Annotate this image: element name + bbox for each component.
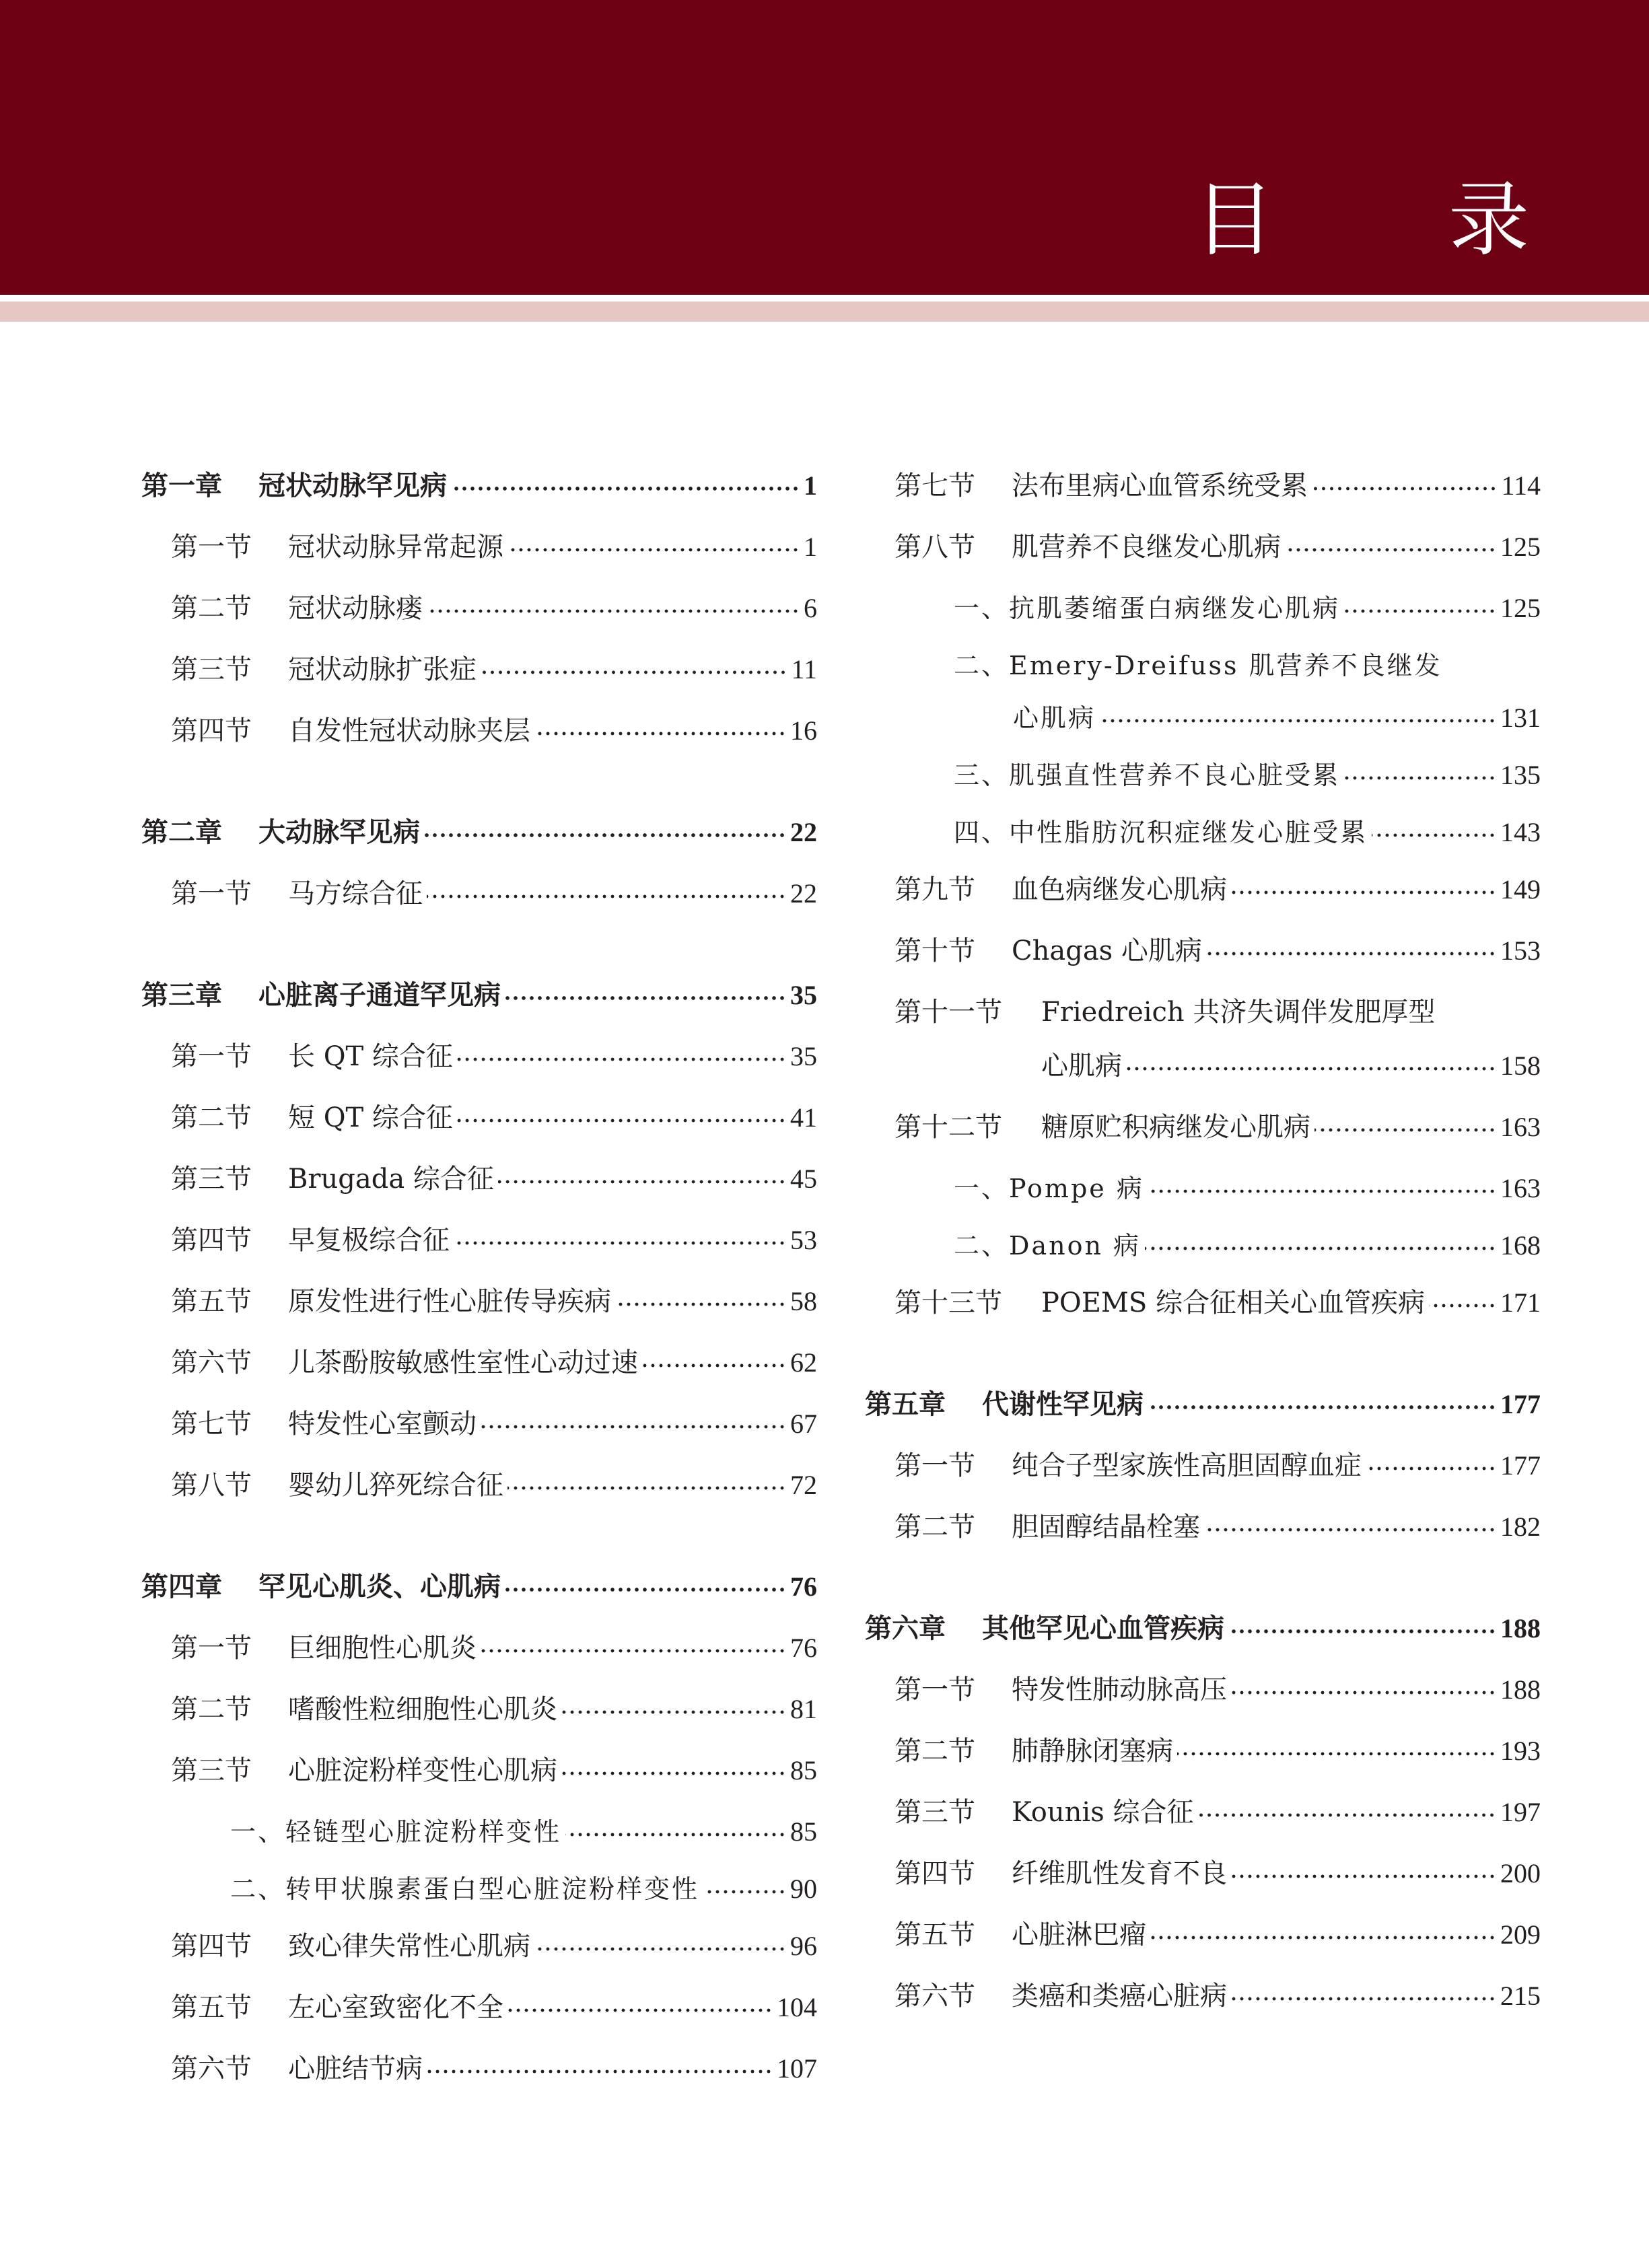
toc-entry-title: 四、中性脂肪沉积症继发心脏受累 bbox=[954, 818, 1368, 847]
toc-entry-label: 第一节 bbox=[894, 1450, 975, 1481]
toc-page-number: 125 bbox=[1500, 532, 1541, 562]
toc-entry-title: Chagas 心肌病 bbox=[1012, 935, 1202, 966]
toc-entry-title: 短 QT 综合征 bbox=[288, 1102, 453, 1133]
toc-entry-label: 第十一节 bbox=[894, 997, 1002, 1028]
toc-entry-label: 第一节 bbox=[171, 878, 252, 909]
toc-entry-label: 第一节 bbox=[171, 532, 252, 563]
toc-section-entry[interactable] bbox=[141, 1986, 817, 2047]
dot-leader bbox=[481, 1646, 786, 1656]
toc-entry-title: 致心律失常性心肌病 bbox=[288, 1931, 530, 1962]
header-stripe bbox=[0, 302, 1649, 322]
dot-leader bbox=[1145, 1244, 1496, 1253]
toc-entry-label: 第二节 bbox=[171, 1694, 252, 1725]
toc-section-entry[interactable] bbox=[865, 991, 1541, 1044]
toc-entry-label: 第六节 bbox=[171, 1347, 252, 1378]
dot-leader bbox=[457, 1055, 786, 1064]
dot-leader bbox=[1197, 1810, 1496, 1820]
toc-entry-label: 第五节 bbox=[894, 1919, 975, 1950]
toc-section-entry[interactable] bbox=[865, 1668, 1541, 1730]
toc-section-entry[interactable] bbox=[865, 868, 1541, 929]
toc-page-number: 163 bbox=[1500, 1173, 1541, 1203]
toc-entry-title: 长 QT 综合征 bbox=[288, 1041, 453, 1072]
header-divider bbox=[0, 295, 1649, 302]
toc-entry-title: 纯合子型家族性高胆固醇血症 bbox=[1012, 1450, 1362, 1481]
toc-subitem-entry[interactable] bbox=[865, 811, 1541, 868]
toc-chapter-entry[interactable] bbox=[865, 1383, 1541, 1444]
dot-leader bbox=[1148, 1186, 1496, 1196]
toc-page-number: 58 bbox=[790, 1286, 817, 1316]
toc-entry-label: 第三章 bbox=[141, 980, 222, 1011]
toc-page-number: 177 bbox=[1500, 1450, 1541, 1481]
toc-page-number: 197 bbox=[1500, 1797, 1541, 1827]
dot-leader bbox=[1148, 1403, 1496, 1412]
toc-subitem-entry[interactable] bbox=[865, 644, 1541, 697]
header-banner bbox=[0, 0, 1649, 295]
toc-entry-label: 第七节 bbox=[894, 470, 975, 501]
toc-entry-title: 纤维肌性发育不良 bbox=[1012, 1858, 1227, 1889]
dot-leader bbox=[427, 2067, 773, 2076]
toc-entry-label: 第八节 bbox=[171, 1470, 252, 1501]
toc-entry-title: 二、转甲状腺素蛋白型心脏淀粉样变性 bbox=[230, 1874, 700, 1904]
dot-leader bbox=[1100, 716, 1496, 725]
toc-entry-title: 罕见心肌炎、心肌病 bbox=[258, 1571, 501, 1602]
toc-page-number: 85 bbox=[790, 1816, 817, 1847]
toc-section-entry[interactable] bbox=[141, 1280, 817, 1341]
toc-section-entry[interactable] bbox=[865, 526, 1541, 587]
toc-entry-title: 其他罕见心血管疾病 bbox=[982, 1613, 1224, 1644]
toc-section-entry[interactable] bbox=[865, 929, 1541, 991]
dot-leader bbox=[1344, 606, 1496, 616]
toc-page-number: 76 bbox=[790, 1571, 817, 1602]
toc-entry-title: Friedreich 共济失调伴发肥厚型 bbox=[1041, 997, 1436, 1028]
toc-entry-title: 嗜酸性粒细胞性心肌炎 bbox=[288, 1694, 557, 1725]
toc-section-entry[interactable] bbox=[141, 1035, 817, 1096]
toc-page-number: 200 bbox=[1500, 1858, 1541, 1888]
toc-page-number: 143 bbox=[1500, 817, 1541, 847]
toc-page-number: 104 bbox=[777, 1992, 817, 2022]
toc-entry-title: 一、抗肌萎缩蛋白病继发心肌病 bbox=[954, 594, 1341, 623]
toc-entry-title: 代谢性罕见病 bbox=[982, 1389, 1144, 1420]
toc-section-entry[interactable] bbox=[865, 1791, 1541, 1852]
toc-entry-title: 一、Pompe 病 bbox=[954, 1174, 1144, 1203]
dot-leader bbox=[498, 1177, 786, 1186]
toc-entry-title: 左心室致密化不全 bbox=[288, 1992, 503, 2023]
toc-entry-title: 原发性进行性心脏传导疾病 bbox=[288, 1286, 611, 1317]
toc-section-entry[interactable] bbox=[141, 1688, 817, 1749]
toc-section-entry[interactable] bbox=[865, 1044, 1541, 1106]
toc-entry-title: 糖原贮积病继发心肌病 bbox=[1041, 1112, 1310, 1143]
toc-chapter-entry[interactable] bbox=[141, 1565, 817, 1627]
toc-section-entry[interactable] bbox=[865, 1444, 1541, 1505]
toc-section-entry[interactable] bbox=[865, 1281, 1541, 1343]
toc-section-entry[interactable] bbox=[865, 1913, 1541, 1975]
dot-leader bbox=[1366, 1464, 1496, 1473]
toc-entry-title: 大动脉罕见病 bbox=[258, 817, 420, 848]
toc-entry-label: 第六章 bbox=[865, 1613, 946, 1644]
toc-entry-label: 第四节 bbox=[171, 1931, 252, 1962]
toc-entry-label: 第六节 bbox=[894, 1981, 975, 2012]
toc-entry-title: Brugada 综合征 bbox=[288, 1164, 494, 1195]
toc-entry-label: 第二节 bbox=[894, 1736, 975, 1767]
toc-page-number: 76 bbox=[790, 1633, 817, 1663]
toc-page-number: 135 bbox=[1500, 760, 1541, 790]
toc-entry-title: 冠状动脉罕见病 bbox=[258, 470, 447, 501]
dot-leader bbox=[1228, 1627, 1496, 1636]
toc-section-entry[interactable] bbox=[141, 526, 817, 587]
toc-spacer bbox=[141, 1525, 817, 1565]
toc-entry-title: 婴幼儿猝死综合征 bbox=[288, 1470, 503, 1501]
dot-leader bbox=[424, 830, 786, 840]
toc-section-entry[interactable] bbox=[865, 1975, 1541, 2036]
toc-entry-label: 第一节 bbox=[171, 1041, 252, 1072]
toc-page-number: 6 bbox=[804, 593, 817, 623]
toc-subitem-entry[interactable] bbox=[865, 1224, 1541, 1281]
toc-page-number: 35 bbox=[790, 980, 817, 1010]
toc-page-number: 53 bbox=[790, 1225, 817, 1255]
toc-entry-title: 心脏淋巴瘤 bbox=[1012, 1919, 1146, 1950]
toc-entry-title: 心肌病 bbox=[1013, 703, 1096, 733]
toc-page-number: 1 bbox=[804, 532, 817, 562]
toc-entry-label: 第五节 bbox=[171, 1992, 252, 2023]
dot-leader bbox=[534, 729, 786, 738]
toc-entry-title: 血色病继发心肌病 bbox=[1012, 874, 1227, 905]
toc-page-number: 188 bbox=[1500, 1613, 1541, 1643]
toc-entry-title: 马方综合征 bbox=[288, 878, 423, 909]
dot-leader bbox=[561, 1707, 786, 1717]
toc-entry-title: 心肌病 bbox=[1041, 1051, 1122, 1082]
dot-leader bbox=[1126, 1064, 1496, 1073]
toc-section-entry[interactable] bbox=[865, 464, 1541, 526]
toc-section-entry[interactable] bbox=[141, 1096, 817, 1158]
toc-page-number: 182 bbox=[1500, 1512, 1541, 1542]
toc-entry-label: 第二节 bbox=[171, 593, 252, 624]
toc-section-entry[interactable] bbox=[865, 1106, 1541, 1167]
dot-leader bbox=[1285, 545, 1496, 555]
toc-entry-title: POEMS 综合征相关心血管疾病 bbox=[1041, 1287, 1425, 1318]
toc-chapter-entry[interactable] bbox=[141, 811, 817, 872]
toc-spacer bbox=[141, 933, 817, 974]
toc-spacer bbox=[865, 1343, 1541, 1383]
toc-entry-title: 冠状动脉瘘 bbox=[288, 593, 423, 624]
toc-entry-title: 心脏离子通道罕见病 bbox=[258, 980, 501, 1011]
toc-entry-title: 肺静脉闭塞病 bbox=[1012, 1736, 1173, 1767]
toc-section-entry[interactable] bbox=[141, 1925, 817, 1986]
toc-section-entry[interactable] bbox=[141, 1403, 817, 1464]
toc-left-column bbox=[141, 464, 817, 2108]
toc-section-entry[interactable] bbox=[865, 1730, 1541, 1791]
toc-subitem-entry[interactable] bbox=[865, 587, 1541, 644]
toc-entry-title: 特发性肺动脉高压 bbox=[1012, 1674, 1227, 1705]
dot-leader bbox=[703, 1887, 786, 1897]
toc-page-number: 85 bbox=[790, 1755, 817, 1785]
toc-entry-label: 第三节 bbox=[171, 654, 252, 685]
dot-leader bbox=[1314, 1125, 1496, 1135]
toc-page-number: 35 bbox=[790, 1041, 817, 1071]
dot-leader bbox=[1372, 830, 1496, 840]
toc-page-number: 72 bbox=[790, 1470, 817, 1500]
toc-entry-label: 第二章 bbox=[141, 817, 222, 848]
toc-page-number: 90 bbox=[790, 1874, 817, 1904]
toc-page-number: 163 bbox=[1500, 1112, 1541, 1142]
dot-leader bbox=[1206, 949, 1496, 958]
dot-leader bbox=[642, 1361, 786, 1370]
toc-entry-title: 类癌和类癌心脏病 bbox=[1012, 1981, 1227, 2012]
toc-page-number: 1 bbox=[804, 470, 817, 501]
toc-entry-title: 一、轻链型心脏淀粉样变性 bbox=[230, 1817, 562, 1847]
toc-page-number: 215 bbox=[1500, 1981, 1541, 2011]
toc-entry-label: 第四节 bbox=[894, 1858, 975, 1889]
dot-leader bbox=[505, 1585, 786, 1594]
toc-subitem-entry[interactable] bbox=[865, 697, 1541, 754]
dot-leader bbox=[1231, 1872, 1496, 1881]
toc-entry-title: Kounis 综合征 bbox=[1012, 1797, 1194, 1828]
toc-chapter-entry[interactable] bbox=[141, 974, 817, 1035]
toc-entry-label: 第四章 bbox=[141, 1571, 222, 1602]
toc-page-number: 171 bbox=[1500, 1287, 1541, 1318]
toc-page-number: 67 bbox=[790, 1409, 817, 1439]
dot-leader bbox=[507, 545, 800, 555]
toc-entry-title: 三、肌强直性营养不良心脏受累 bbox=[954, 760, 1341, 790]
toc-entry-title: 二、Danon 病 bbox=[954, 1231, 1142, 1261]
dot-leader bbox=[451, 484, 800, 493]
page-title: 目 录 bbox=[1193, 174, 1603, 267]
dot-leader bbox=[1231, 1994, 1496, 2004]
toc-section-entry[interactable] bbox=[141, 587, 817, 648]
toc-entry-title: 心脏结节病 bbox=[288, 2053, 423, 2084]
dot-leader bbox=[1429, 1301, 1496, 1310]
dot-leader bbox=[1231, 1688, 1496, 1697]
toc-entry-title: 巨细胞性心肌炎 bbox=[288, 1633, 477, 1664]
toc-page-number: 16 bbox=[790, 715, 817, 746]
dot-leader bbox=[1344, 773, 1496, 783]
toc-section-entry[interactable] bbox=[141, 1341, 817, 1403]
toc-entry-label: 第五章 bbox=[865, 1389, 946, 1420]
toc-spacer bbox=[865, 1567, 1541, 1607]
toc-entry-label: 第一章 bbox=[141, 470, 222, 501]
toc-spacer bbox=[141, 771, 817, 811]
toc-page-number: 168 bbox=[1500, 1230, 1541, 1261]
toc-subitem-entry[interactable] bbox=[141, 1810, 817, 1868]
toc-entry-title: 心脏淀粉样变性心肌病 bbox=[288, 1755, 557, 1786]
dot-leader bbox=[481, 668, 787, 677]
toc-section-entry[interactable] bbox=[141, 872, 817, 933]
dot-leader bbox=[427, 606, 800, 616]
toc-chapter-entry[interactable] bbox=[865, 1607, 1541, 1668]
toc-entry-title: 儿茶酚胺敏感性室性心动过速 bbox=[288, 1347, 638, 1378]
toc-page-number: 62 bbox=[790, 1347, 817, 1378]
toc-page-number: 193 bbox=[1500, 1736, 1541, 1766]
dot-leader bbox=[565, 1830, 786, 1839]
toc-page-number: 41 bbox=[790, 1102, 817, 1133]
toc-entry-label: 第二节 bbox=[894, 1512, 975, 1543]
toc-page-number: 125 bbox=[1500, 593, 1541, 623]
toc-section-entry[interactable] bbox=[141, 1219, 817, 1280]
dot-leader bbox=[1204, 1525, 1496, 1534]
toc-entry-title: 冠状动脉异常起源 bbox=[288, 532, 503, 563]
toc-section-entry[interactable] bbox=[141, 648, 817, 709]
dot-leader bbox=[454, 1238, 786, 1248]
toc-page-number: 107 bbox=[777, 2053, 817, 2084]
toc-entry-label: 第十节 bbox=[894, 935, 975, 966]
toc-entry-title: 自发性冠状动脉夹层 bbox=[288, 715, 530, 746]
toc-entry-label: 第一节 bbox=[894, 1674, 975, 1705]
toc-entry-label: 第三节 bbox=[894, 1797, 975, 1828]
toc-section-entry[interactable] bbox=[141, 1464, 817, 1525]
toc-entry-title: 冠状动脉扩张症 bbox=[288, 654, 477, 685]
toc-entry-label: 第七节 bbox=[171, 1409, 252, 1440]
toc-entry-label: 第五节 bbox=[171, 1286, 252, 1317]
toc-subitem-entry[interactable] bbox=[865, 1167, 1541, 1224]
toc-section-entry[interactable] bbox=[141, 2047, 817, 2108]
toc-section-entry[interactable] bbox=[865, 1852, 1541, 1913]
toc-entry-label: 第九节 bbox=[894, 874, 975, 905]
toc-page-number: 131 bbox=[1500, 703, 1541, 733]
toc-entry-label: 第四节 bbox=[171, 715, 252, 746]
toc-entry-label: 第十二节 bbox=[894, 1112, 1002, 1143]
toc-entry-title: 特发性心室颤动 bbox=[288, 1409, 477, 1440]
toc-entry-label: 第一节 bbox=[171, 1633, 252, 1664]
toc-section-entry[interactable] bbox=[865, 1505, 1541, 1567]
toc-page-number: 96 bbox=[790, 1931, 817, 1961]
dot-leader bbox=[1150, 1933, 1496, 1942]
toc-page-number: 188 bbox=[1500, 1674, 1541, 1705]
toc-page-number: 22 bbox=[790, 878, 817, 909]
toc-page-number: 22 bbox=[790, 817, 817, 847]
toc-entry-title: 肌营养不良继发心肌病 bbox=[1012, 532, 1281, 563]
toc-page-number: 81 bbox=[790, 1694, 817, 1724]
dot-leader bbox=[561, 1769, 786, 1778]
dot-leader bbox=[457, 1116, 786, 1125]
toc-page-number: 45 bbox=[790, 1164, 817, 1194]
toc-page-number: 177 bbox=[1500, 1389, 1541, 1419]
toc-subitem-entry[interactable] bbox=[865, 754, 1541, 811]
toc-entry-label: 第十三节 bbox=[894, 1287, 1002, 1318]
toc-section-entry[interactable] bbox=[141, 1627, 817, 1688]
toc-entry-title: 胆固醇结晶栓塞 bbox=[1012, 1512, 1200, 1543]
toc-entry-title: 法布里病心血管系统受累 bbox=[1012, 470, 1308, 501]
dot-leader bbox=[507, 2006, 773, 2015]
dot-leader bbox=[1177, 1749, 1496, 1759]
toc-page-number: 149 bbox=[1500, 874, 1541, 905]
toc-entry-label: 第六节 bbox=[171, 2053, 252, 2084]
toc-page-number: 11 bbox=[791, 654, 817, 684]
dot-leader bbox=[615, 1300, 786, 1309]
toc-page-number: 153 bbox=[1500, 935, 1541, 966]
toc-entry-title: 早复极综合征 bbox=[288, 1225, 450, 1256]
toc-subitem-entry[interactable] bbox=[141, 1868, 817, 1925]
toc-page-number: 209 bbox=[1500, 1919, 1541, 1950]
toc-chapter-entry[interactable] bbox=[141, 464, 817, 526]
dot-leader bbox=[534, 1944, 786, 1954]
toc-section-entry[interactable] bbox=[141, 1749, 817, 1810]
toc-entry-label: 第二节 bbox=[171, 1102, 252, 1133]
toc-right-column bbox=[865, 464, 1541, 2036]
toc-entry-label: 第三节 bbox=[171, 1755, 252, 1786]
toc-page-number: 158 bbox=[1500, 1051, 1541, 1081]
toc-section-entry[interactable] bbox=[141, 709, 817, 771]
dot-leader bbox=[1231, 888, 1496, 897]
toc-entry-label: 第四节 bbox=[171, 1225, 252, 1256]
toc-entry-label: 第三节 bbox=[171, 1164, 252, 1195]
toc-section-entry[interactable] bbox=[141, 1158, 817, 1219]
dot-leader bbox=[507, 1483, 786, 1493]
dot-leader bbox=[1312, 484, 1497, 493]
dot-leader bbox=[505, 993, 786, 1003]
toc-page-number: 114 bbox=[1501, 470, 1541, 501]
toc-entry-title: 二、Emery-Dreifuss 肌营养不良继发 bbox=[954, 651, 1442, 680]
dot-leader bbox=[481, 1422, 786, 1431]
toc-entry-label: 第八节 bbox=[894, 532, 975, 563]
dot-leader bbox=[427, 892, 786, 901]
